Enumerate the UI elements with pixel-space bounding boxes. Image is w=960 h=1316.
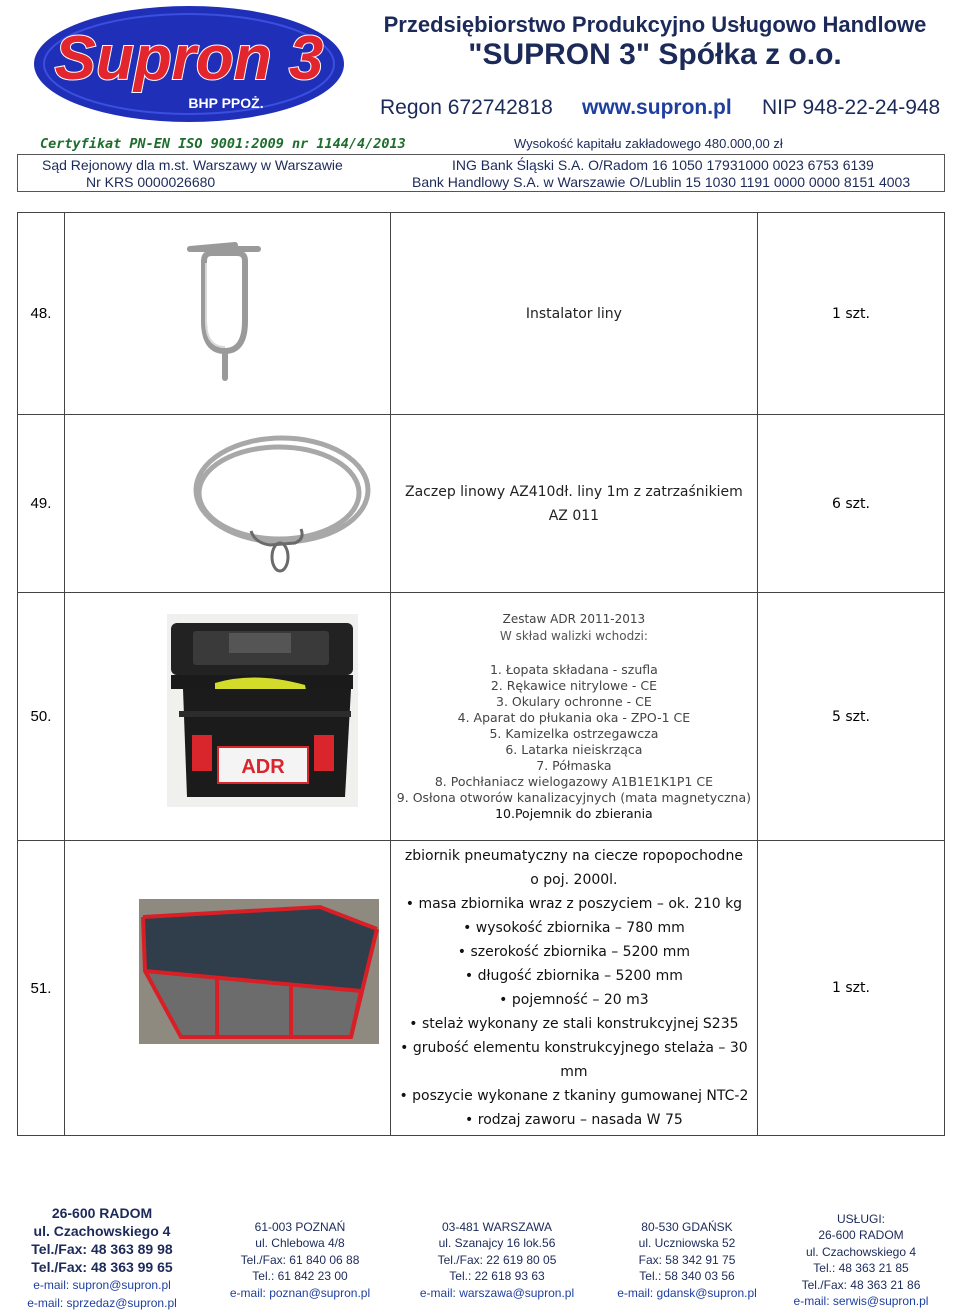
item-quantity: 1 szt.: [757, 841, 944, 1136]
adr-label: ADR: [241, 756, 285, 778]
cable-lanyard-image: [65, 415, 390, 587]
table-row: [18, 213, 945, 415]
court-info: Sąd Rejonowy dla m.st. Warszawy w Warszawie: [42, 157, 343, 173]
list-item: • wysokość zbiornika – 780 mm: [399, 916, 749, 940]
email-link[interactable]: e-mail: serwis@supron.pl: [793, 1294, 929, 1309]
item-description-line1: Zaczep linowy AZ410dł. liny 1m z zatrzaśnikiem: [405, 483, 743, 500]
item-quantity: 5 szt.: [757, 593, 944, 841]
item-quantity: 1 szt.: [757, 213, 944, 415]
item-description-line2: AZ 011: [548, 507, 600, 524]
bank-account-handlowy: Bank Handlowy S.A. w Warszawie O/Lublin 15 1030 1191 0000 0000 8151 4003: [412, 174, 911, 190]
krs-number: Nr KRS 0000026680: [86, 174, 216, 190]
table-row: [18, 415, 945, 593]
table-row: [18, 841, 945, 1136]
logo-wordmark: Supron 3: [54, 24, 324, 93]
item-image-cell: [64, 415, 390, 593]
item-number: 49.: [18, 415, 65, 593]
list-item: 1. Łopata składana - szufla: [489, 662, 658, 677]
footer-line: Tel.: 58 340 03 56: [639, 1269, 735, 1284]
footer-line: 26-600 RADOM: [818, 1228, 904, 1243]
collapsible-tank-image: [65, 841, 390, 1130]
share-capital: Wysokość kapitału zakładowego 480.000,00 zł: [514, 136, 783, 151]
list-item: 8. Pochłaniacz wielogazowy A1B1E1K1P1 CE: [434, 774, 713, 789]
list-item: • stelaż wykonany ze stali konstrukcyjnej S235: [399, 1012, 749, 1036]
list-item: 7. Półmaska: [536, 758, 612, 773]
tank-specs-list: [399, 892, 749, 1132]
footer-line: Tel.: 61 842 23 00: [252, 1269, 348, 1284]
footer-line: ul. Chlebowa 4/8: [255, 1236, 345, 1251]
footer-line: Tel.: 48 363 21 85: [813, 1261, 909, 1276]
footer-warszawa: [398, 1219, 596, 1301]
item-description: Instalator liny: [390, 213, 757, 415]
item-quantity: 6 szt.: [757, 415, 944, 593]
email-link[interactable]: e-mail: supron@supron.pl: [33, 1278, 171, 1292]
line-installer-image: [65, 213, 390, 409]
company-name-short: "SUPRON 3" Spółka z o.o.: [468, 38, 842, 71]
footer-radom: [14, 1204, 190, 1312]
list-item: 2. Rękawice nitrylowe - CE: [490, 678, 657, 693]
list-item: • poszycie wykonane z tkaniny gumowanej NTC-2: [399, 1084, 749, 1108]
list-item: • pojemność – 20 m3: [399, 988, 749, 1012]
footer-line: 61-003 POZNAŃ: [254, 1220, 346, 1234]
footer-poznan: [210, 1219, 390, 1301]
list-item: • grubość elementu konstrukcyjnego stelaża – 30 mm: [399, 1036, 749, 1084]
logo-subtitle: BHP PPOŻ.: [188, 95, 264, 111]
footer-line: Tel./Fax: 22 619 80 05: [437, 1252, 557, 1267]
item-number: 50.: [18, 593, 65, 841]
regon-number: Regon 672742818: [380, 96, 553, 119]
footer-line: Tel./Fax: 48 363 21 86: [801, 1277, 921, 1292]
footer-line: 03-481 WARSZAWA: [441, 1220, 553, 1234]
iso-certificate: Certyfikat PN-EN ISO 9001:2009 nr 1144/4/2013: [40, 136, 406, 152]
list-item: • szerokość zbiornika – 5200 mm: [399, 940, 749, 964]
adr-kit-image: [65, 593, 390, 835]
item-image-cell: [64, 841, 390, 1136]
nip-number: NIP 948-22-24-948: [762, 96, 941, 119]
footer-line: USŁUGI:: [836, 1212, 885, 1226]
footer-line: Tel./Fax: 61 840 06 88: [240, 1252, 360, 1267]
footer-line: Tel./Fax: 48 363 89 98: [31, 1241, 173, 1257]
item-number: 51.: [18, 841, 65, 1136]
email-link[interactable]: e-mail: poznan@supron.pl: [229, 1285, 371, 1300]
item-image-cell: [64, 213, 390, 415]
list-item: • masa zbiornika wraz z poszyciem – ok. 210 kg: [399, 892, 749, 916]
item-number: 48.: [18, 213, 65, 415]
footer-line: 80-530 GDAŃSK: [641, 1220, 733, 1234]
item-description: [390, 593, 757, 841]
footer-line: 26-600 RADOM: [51, 1205, 153, 1221]
list-item: 5. Kamizelka ostrzegawcza: [489, 726, 659, 741]
item-description: [390, 841, 757, 1136]
footer-line: ul. Czachowskiego 4: [33, 1223, 171, 1239]
list-item: 3. Okulary ochronne - CE: [496, 694, 652, 709]
footer-line: ul. Szanajcy 16 lok.56: [438, 1236, 556, 1251]
footer-line: Fax: 58 342 91 75: [638, 1252, 736, 1267]
item-image-cell: [64, 593, 390, 841]
email-link[interactable]: e-mail: warszawa@supron.pl: [419, 1285, 575, 1300]
footer-line: Tel./Fax: 48 363 99 65: [31, 1259, 173, 1275]
list-item: • rodzaj zaworu – nasada W 75: [399, 1108, 749, 1132]
list-item: 9. Osłona otworów kanalizacyjnych (mata magnetyczna): [396, 790, 752, 805]
bank-account-ing: ING Bank Śląski S.A. O/Radom 16 1050 17931000 0023 6753 6139: [452, 157, 874, 173]
kit-contents-list: [391, 662, 757, 822]
footer-line: Tel.: 22 618 93 63: [449, 1269, 545, 1284]
footer-gdansk: [592, 1219, 782, 1301]
footer-line: ul. Czachowskiego 4: [805, 1244, 917, 1259]
email-link[interactable]: e-mail: sprzedaz@supron.pl: [27, 1296, 177, 1310]
kit-title: Zestaw ADR 2011-2013: [502, 612, 646, 626]
item-description: [390, 415, 757, 593]
supron-logo: [30, 4, 348, 126]
footer-line: ul. Uczniowska 52: [638, 1236, 736, 1251]
list-item: 4. Aparat do płukania oka - ZPO-1 CE: [457, 710, 691, 725]
table-row: [18, 593, 945, 841]
items-table: [17, 212, 945, 1136]
footer-uslugi: [776, 1211, 946, 1309]
list-item: 6. Latarka nieiskrząca: [505, 742, 643, 757]
email-link[interactable]: e-mail: gdansk@supron.pl: [617, 1285, 757, 1300]
kit-subtitle: W skład walizki wchodzi:: [499, 628, 648, 643]
website-link[interactable]: www.supron.pl: [582, 96, 732, 119]
list-item: • długość zbiornika – 5200 mm: [399, 964, 749, 988]
tank-intro: zbiornik pneumatyczny na ciecze ropopochodne o poj. 2000l.: [404, 848, 743, 888]
list-item: 10.Pojemnik do zbierania: [495, 806, 653, 821]
company-name: Przedsiębiorstwo Produkcyjno Usługowo Handlowe: [383, 12, 927, 37]
